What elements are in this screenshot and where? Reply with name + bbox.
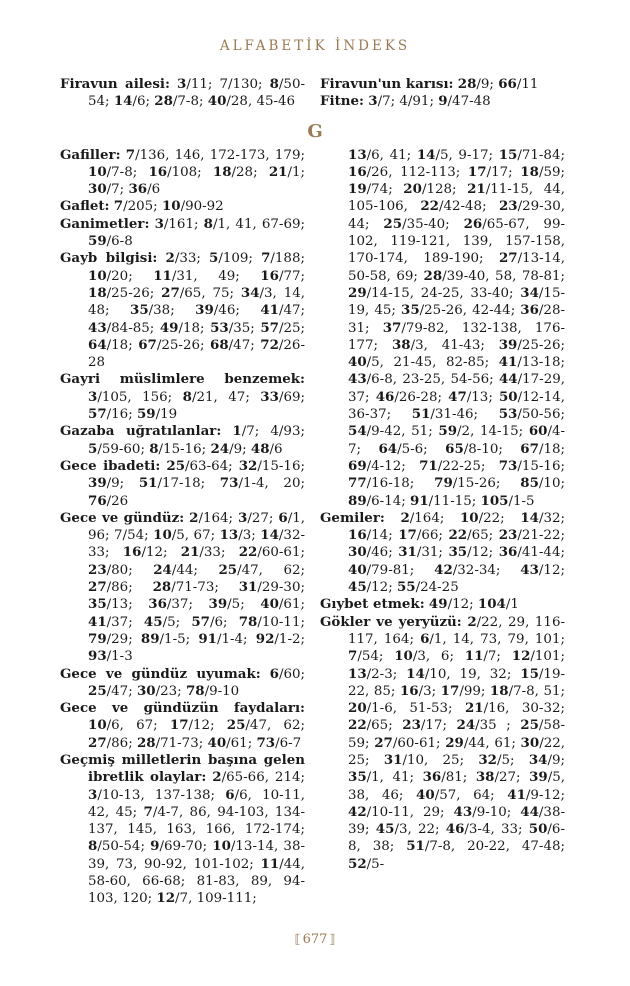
index-heading: Ganimetler:: [60, 215, 150, 232]
index-references: 2/164; 10/22; 14/32; 16/14; 17/66; 22/65; 23/21-22; 30/46; 31/31; 35/12; 36/41-44; 40/79-81; 42/32-34; 43/12; 45/12; 55/24-25: [348, 509, 566, 596]
index-entry: [320, 93, 565, 110]
index-heading: Gaflet:: [60, 198, 110, 215]
index-heading: Gafiller:: [60, 146, 121, 163]
section-gap: [60, 111, 305, 147]
section-letter: G: [307, 121, 323, 142]
index-references: 13/6, 41; 14/5, 9-17; 15/71-84; 16/26, 112-113; 17/17; 18/59; 19/74; 20/128; 21/11-15, 44, 105-106, 22/42-48; 23/29-30, 44; 25/35-40; 26/65-67, 99-102, 119-121, 139, 157-158, 170-174, 189-190; 27/13-14, 50-58, 69; 28/39-40, 58, 78-81; 29/14-15, 24-25, 33-40; 34/15-19, 45; 35/25-26, 42-44; 36/28-31; 37/79-82, 132-138, 176-177; 38/3, 41-43; 39/25-26; 40/5, 21-45, 82-85; 41/13-18; 43/6-8, 23-25, 54-56; 44/17-29, 37; 46/26-28; 47/13; 50/12-14, 36-37; 51/31-46; 53/50-56; 54/9-42, 51; 59/2, 14-15; 60/4-7; 64/5-6; 65/8-10; 67/18; 69/4-12; 71/22-25; 73/15-16; 77/16-18; 79/15-26; 85/10; 89/6-14; 91/11-15; 105/1-5: [348, 146, 566, 509]
index-entry: [60, 458, 305, 510]
page-number-text: 677: [302, 932, 328, 947]
index-references: 3/161; 8/1, 41, 67-69; 59/6-8: [88, 215, 305, 250]
index-entry: [60, 216, 305, 251]
page-number: [0, 932, 630, 947]
index-heading: Gökler ve yeryüzü:: [320, 613, 462, 630]
index-heading: Gayri müslimlere benzemek:: [60, 371, 305, 388]
index-entry: [60, 147, 305, 199]
index-references: 2/164; 3/27; 6/1, 96; 7/54; 10/5, 67; 13/3; 14/32-33; 16/12; 21/33; 22/60-61; 23/80; 24/44; 25/47, 62; 27/86; 28/71-73; 31/29-30; 35/13; 36/37; 39/5; 40/61; 41/37; 45/5; 57/6; 78/10-11; 79/29; 89/1-5; 91/1-4; 92/1-2; 93/1-3: [88, 509, 306, 665]
section-gap: [320, 111, 565, 147]
index-heading: Gemiler:: [320, 509, 385, 526]
right-column: [320, 76, 565, 873]
left-column: [60, 76, 305, 908]
index-entry: [60, 250, 305, 371]
index-heading: Gece ve gündüz:: [60, 509, 185, 526]
index-entry: [60, 666, 305, 701]
index-entry: [60, 423, 305, 458]
folio-ornament-right-icon: ⟧: [329, 932, 336, 946]
index-references: 49/12; 104/1: [428, 596, 519, 613]
index-heading: Gıybet etmek:: [320, 596, 425, 613]
index-entry: [320, 147, 565, 510]
index-references: 6/60; 25/47; 30/23; 78/9-10: [88, 665, 305, 699]
index-references: 1/7; 4/93; 5/59-60; 8/15-16; 24/9; 48/6: [88, 423, 305, 457]
index-heading: Gece ve gündüz uyumak:: [60, 665, 261, 682]
index-references: 3/11; 7/130; 8/50-54; 14/6; 28/7-8; 40/28, 45-46: [88, 76, 305, 110]
index-entry: [60, 371, 305, 423]
index-heading: Firavun'un karısı:: [320, 76, 454, 92]
index-references: 2/33; 5/109; 7/188; 10/20; 11/31, 49; 16/77; 18/25-26; 27/65, 75; 34/3, 14, 48; 35/38; 39/46; 41/47; 43/84-85; 49/18; 53/35; 57/25; 64/18; 67/25-26; 68/47; 72/26-28: [88, 250, 306, 371]
index-references: 10/6, 67; 17/12; 25/47, 62; 27/86; 28/71-73; 40/61; 73/6-7: [88, 717, 305, 751]
index-references: 7/136, 146, 172-173, 179; 10/7-8; 16/108; 18/28; 21/1; 30/7; 36/6: [88, 146, 305, 198]
index-heading: Firavun ailesi:: [60, 76, 170, 92]
index-entry: [60, 198, 305, 215]
index-entry: [320, 76, 565, 93]
index-entry: [320, 596, 565, 613]
index-references: 7/205; 10/90-92: [113, 198, 224, 215]
index-entry: [320, 510, 565, 596]
index-references: 25/63-64; 32/15-16; 39/9; 51/17-18; 73/1-4, 20; 76/26: [88, 457, 305, 509]
index-heading: Gazaba uğratılanlar:: [60, 423, 222, 440]
index-entry: [320, 614, 565, 873]
index-heading: Geçmiş milletlerin başına gelen ibretlik olaylar:: [60, 751, 305, 786]
index-heading: Gece ve gündüzün faydaları:: [60, 700, 305, 717]
index-heading: Gece ibadeti:: [60, 457, 161, 474]
folio-ornament-left-icon: ⟦: [294, 932, 301, 946]
index-references: 2/65-66, 214; 3/10-13, 137-138; 6/6, 10-11, 42, 45; 7/4-7, 86, 94-103, 134-137, 145, 163, 166, 172-174; 8/50-54; 9/69-70; 10/13-14, 38-39, 73, 90-92, 101-102; 11/44, 58-60, 66-68; 81-83, 89, 94-103, 120; 12/7, 109-111;: [88, 769, 306, 907]
index-entry: [60, 76, 305, 111]
index-references: 3/105, 156; 8/21, 47; 33/69; 57/16; 59/19: [88, 388, 305, 423]
index-references: 28/9; 66/11: [457, 76, 539, 92]
index-references: 3/7; 4/91; 9/47-48: [368, 93, 491, 110]
index-entry: [60, 700, 305, 752]
index-entry: [60, 510, 305, 666]
index-entry: [60, 752, 305, 908]
index-references: 2/22, 29, 116-117, 164; 6/1, 14, 73, 79, 101; 7/54; 10/3, 6; 11/7; 12/101; 13/2-3; 14/10, 19, 32; 15/19-22, 85; 16/3; 17/99; 18/7-8, 51; 20/1-6, 51-53; 21/16, 30-32; 22/65; 23/17; 24/35 ; 25/58-59; 27/60-61; 29/44, 61; 30/22, 25; 31/10, 25; 32/5; 34/9; 35/1, 41; 36/81; 38/27; 39/5, 38, 46; 40/57, 64; 41/9-12; 42/10-11, 29; 43/9-10; 44/38-39; 45/3, 22; 46/3-4, 33; 50/6-8, 38; 51/7-8, 20-22, 47-48; 52/5-: [348, 613, 565, 872]
running-head: ALFABETİK İNDEKS: [219, 38, 411, 54]
index-heading: Fitne:: [320, 93, 364, 110]
index-heading: Gayb bilgisi:: [60, 250, 158, 267]
